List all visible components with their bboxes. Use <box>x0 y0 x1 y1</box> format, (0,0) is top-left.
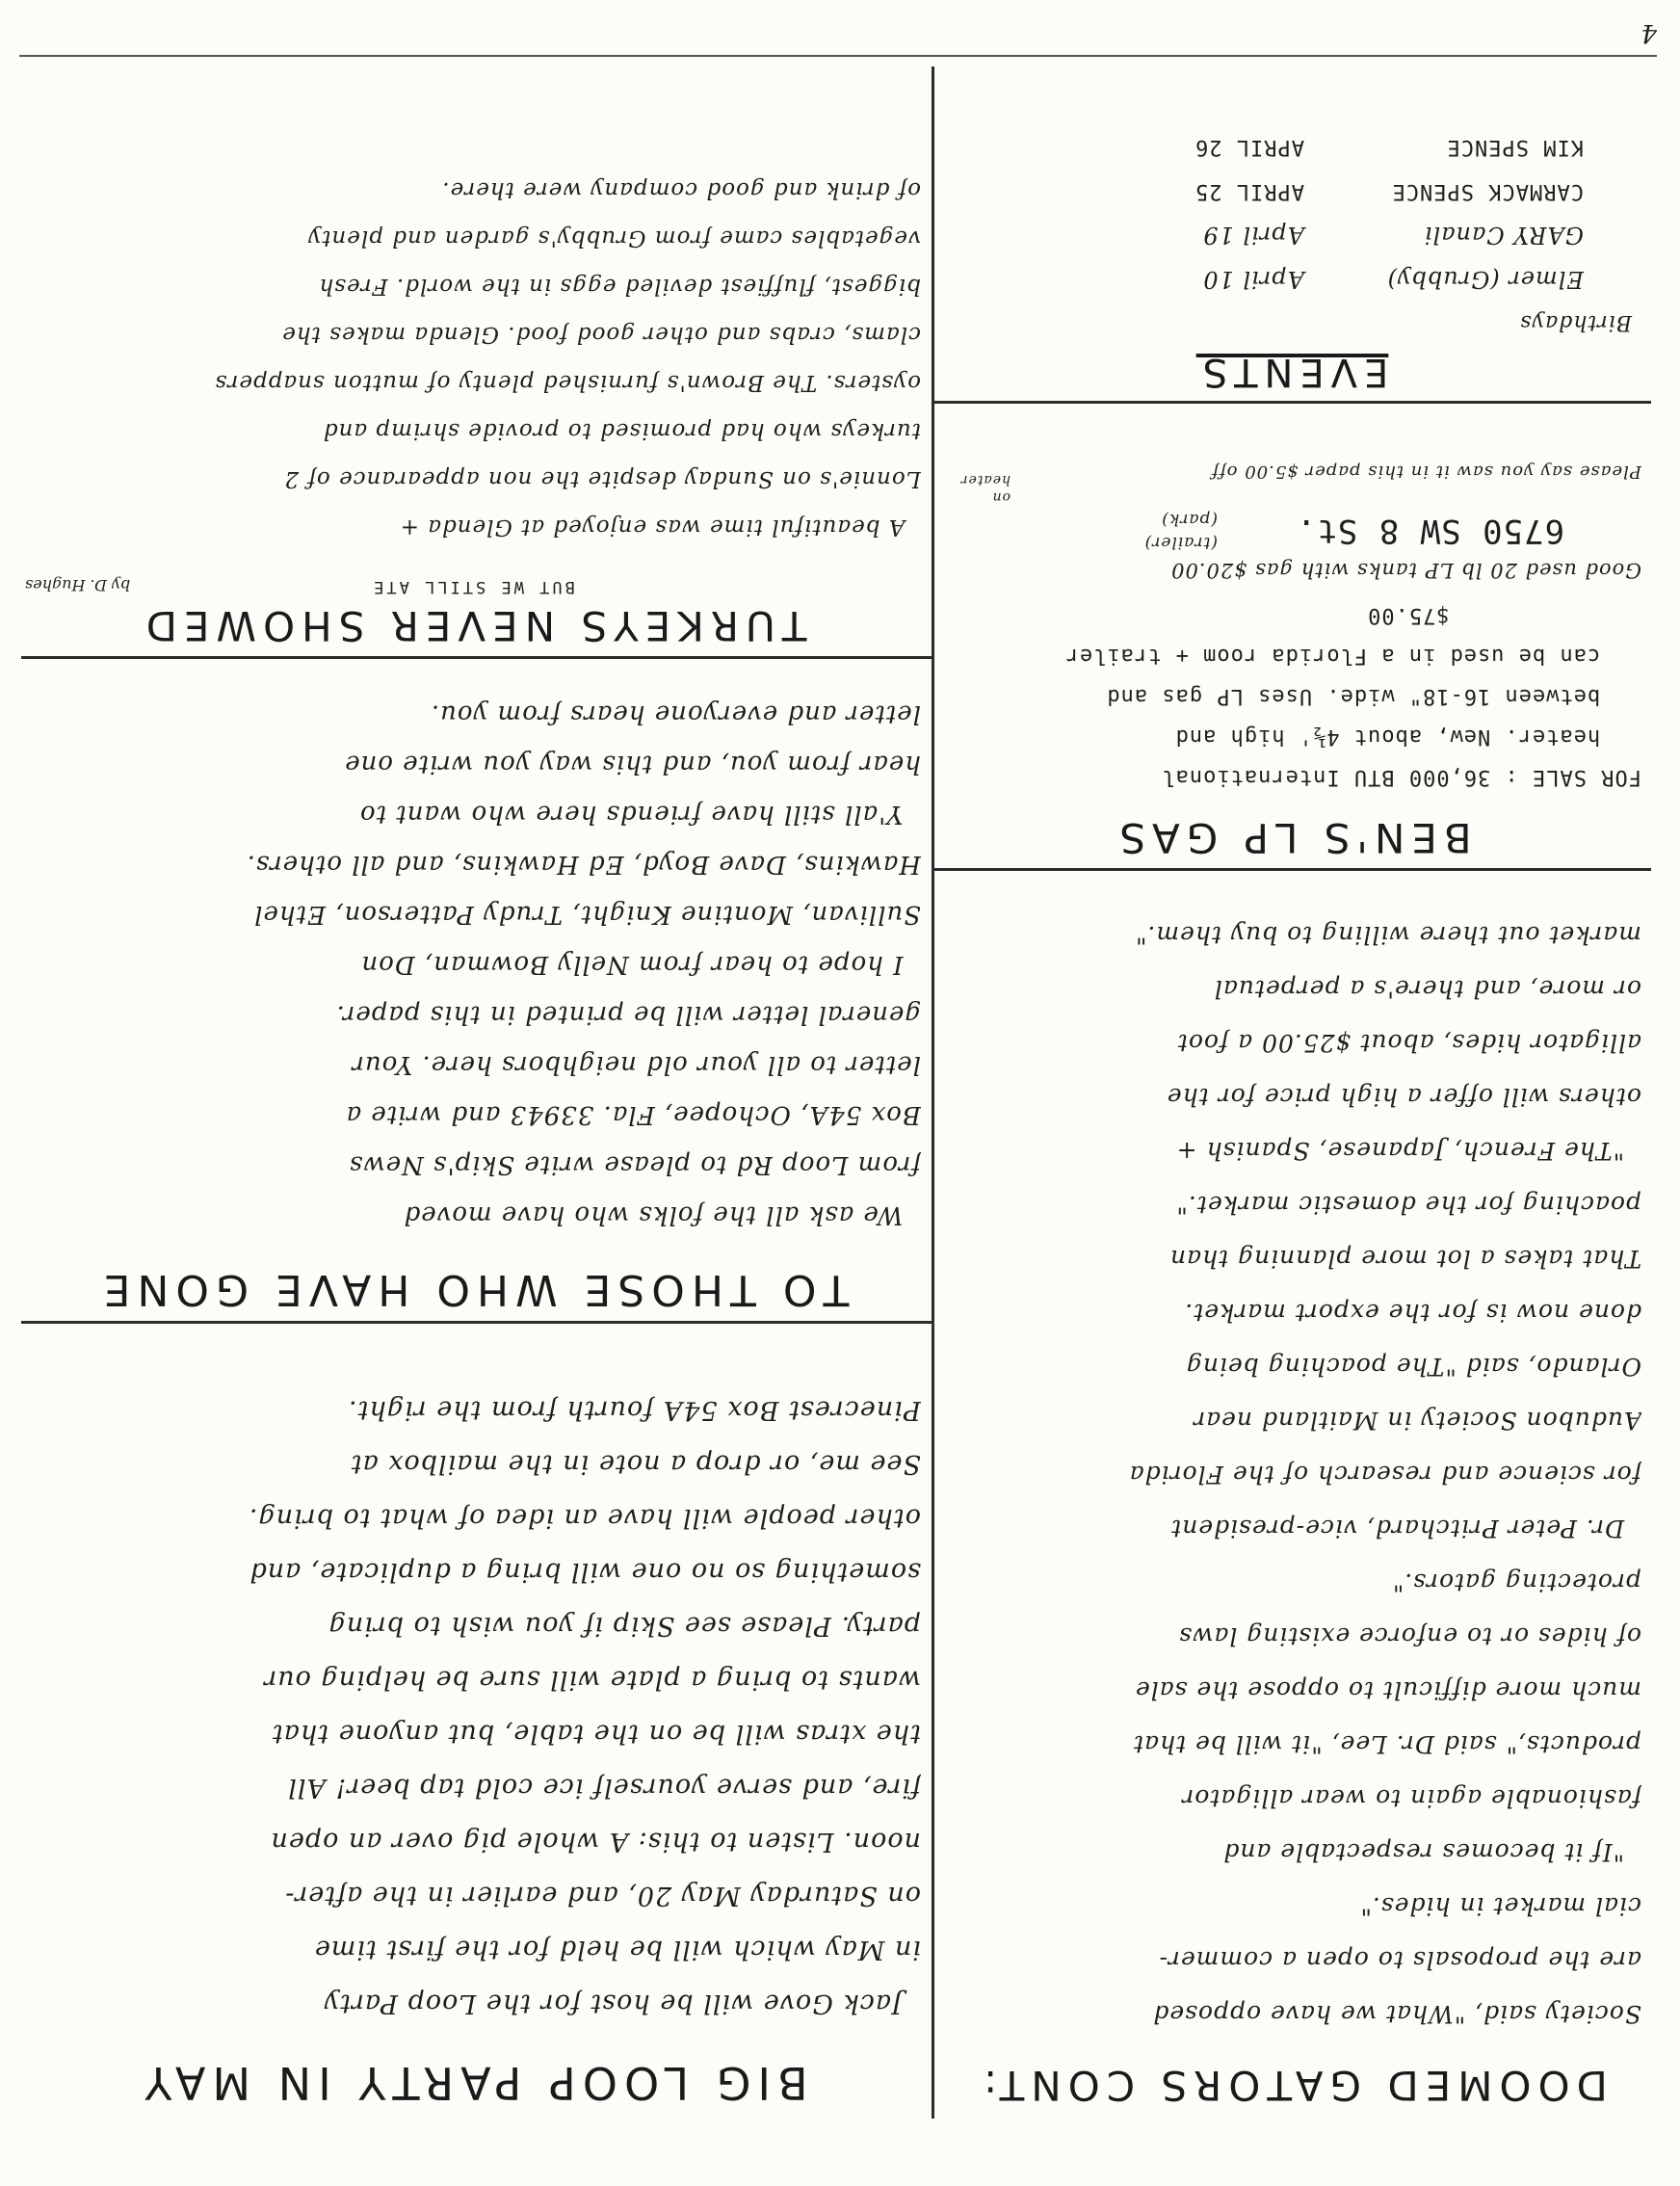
birthday-date: APRIL 25 <box>1194 179 1304 203</box>
birthday-item <box>943 257 1584 302</box>
birthday-date: April 10 <box>1202 266 1304 293</box>
turkeys-section <box>25 66 921 649</box>
rule-left-after-gators <box>934 868 1651 871</box>
doomed-gators-body: Society said, "What we have opposed are the proposals to open a commer- cial market in hides." "If it becomes respectable and fashionable again to wear alligator products," said Dr. Lee, "it will be that much more difficult to oppose the sale of hides or to enforce existing laws protecting gators." Dr. Peter Pritchard, vice-president for science and research of the Florida Audubon Society in Maitland near Orlando, said "The poaching being done now is for the export market. That takes a lot more planning than poaching for the domestic market." "The French, Japanese, Spanish + others will offer a high price for the alligator hides, about $25.00 a foot or more, and there's a perpetual market out there willing to buy them." <box>1128 921 1641 2028</box>
birthday-item <box>943 124 1584 169</box>
birthday-name: CARMACK SPENCE <box>1391 179 1584 203</box>
birthday-date: APRIL 26 <box>1194 135 1304 159</box>
rule-left-after-gas <box>934 401 1651 404</box>
rule-right-after-party <box>21 1321 932 1324</box>
page-number: 4 <box>1641 18 1657 47</box>
turkeys-subtitle: BUT WE STILL ATE <box>371 577 575 596</box>
birthday-item <box>943 213 1584 257</box>
turkeys-title: TURKEYS NEVER SHOWED <box>139 602 807 649</box>
column-divider <box>932 66 934 2119</box>
events-title: EVENTS <box>1195 350 1389 394</box>
birthday-name: KIM SPENCE <box>1446 135 1584 159</box>
doomed-gators-section <box>943 876 1641 2109</box>
birthday-list <box>943 124 1584 302</box>
birthday-name: GARY Canali <box>1423 222 1584 249</box>
big-loop-party-title: BIG LOOP PARTY IN MAY <box>138 2057 808 2109</box>
big-loop-party-body: Jack Gove will be host for the Loop Party in May which will be held for the first time on Saturday May 20, and earlier in the after- noon. Listen to this: A whole pig over an open fire, and serve yourself ice cold tap beer! All the xtras will be on the table, but anyone that wants to bring a plate will sure be helping our party. Please see Skip if you wish to bring something so no one will bring a duplicate, and other people will have an idea of what to bring. See me, or drop a note in the mailbox at Pinecrest Box 54A fourth from the right. <box>248 1395 921 2018</box>
to-those-who-have-gone-body: We ask all the folks who have moved from Loop Rd to please write Skip's News Box 54A, Ochopee, Fla. 33943 and write a letter to all your old neighbors here. Your general letter will be printed in this paper. I hope to hear from Nelly Bowman, Don Sullivan, Montine Knight, Trudy Patterson, Ethel Hawkins, Dave Boyd, Ed Hawkins, and all others. Y'all still have friends here who want to hear from you, and this way you write one letter and everyone hears from you. <box>246 699 921 1229</box>
bens-lp-gas-section <box>943 408 1641 861</box>
turkeys-byline: by D. Hughes <box>25 576 131 594</box>
birthday-date: April 19 <box>1202 222 1304 249</box>
business-address: 6750 SW 8 St. <box>1295 512 1564 550</box>
to-those-who-have-gone-title: TO THOSE WHO HAVE GONE <box>96 1265 850 1314</box>
rule-right-after-gone <box>21 656 932 659</box>
turkeys-body: A beautiful time was enjoyed at Glenda + Lonnie's on Sunday despite the non appearance of 2 turkeys who had promised to provide shrimp and oysters. The Brown's furnished plenty of mutton snappers clams, crabs and other good food. Glenda makes the biggest, fluffiest deviled eggs in the world. Fresh vegetables came from Grubby's garden and plenty of drink and good company were there. <box>214 177 921 540</box>
doomed-gators-title: DOOMED GATORS CONT: <box>977 2062 1608 2109</box>
bens-lp-gas-title: BEN'S LP GAS <box>1113 814 1472 861</box>
to-those-who-have-gone-section <box>25 664 921 1314</box>
birthdays-subtitle: Birthdays <box>1519 310 1632 334</box>
events-section <box>943 66 1641 394</box>
for-sale-text: FOR SALE : 36,000 BTU International heater. New, about 4½' high and between 16-18" wide. Uses LP gas and can be used in a Florida room + trailer $75.00 <box>1064 603 1641 789</box>
page-bottom-rule <box>19 55 1657 57</box>
promo-note: on heater <box>959 472 1011 505</box>
birthday-name: Elmer (Grubby) <box>1386 266 1584 293</box>
birthday-item <box>943 169 1584 213</box>
tanks-note: (trailer) (park) <box>1143 510 1218 552</box>
big-loop-party-section <box>25 1329 921 2109</box>
lp-tanks-text: Good used 20 lb LP tanks with gas $20.00 <box>1170 559 1641 582</box>
promo-text: Please say you saw it in this paper $5.00 off <box>1211 461 1641 482</box>
